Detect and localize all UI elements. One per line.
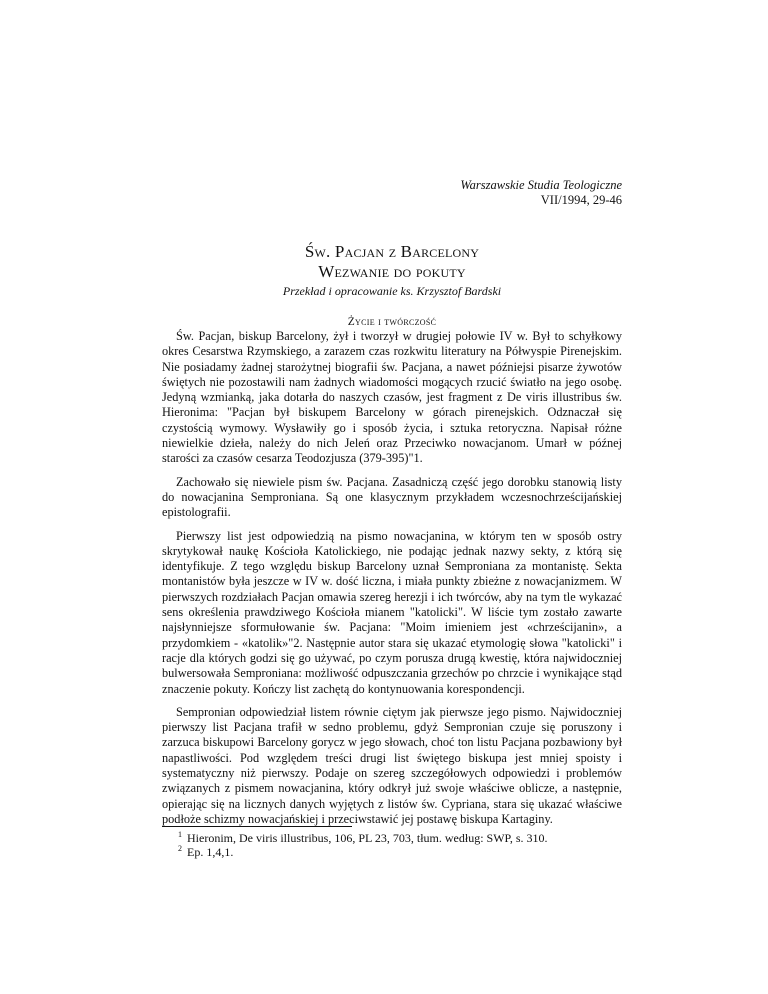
footnote-divider [162, 826, 352, 827]
footnote-text: Hieronim, De viris illustribus, 106, PL 23, 703, tłum. według: SWP, s. 310. [187, 831, 548, 845]
paragraph: Zachowało się niewiele pism św. Pacjana. Zasadniczą część jego dorobku stanowią listy do nowacjanina Semproniana. Są one klasycznym przykładem wczesnochrześcijańskiej epistolografii. [162, 474, 622, 520]
article-subtitle: Przekład i opracowanie ks. Krzysztof Bardski [282, 284, 502, 298]
section-heading: Życie i twórczość [347, 316, 437, 328]
journal-issue: VII/1994, 29-46 [540, 193, 622, 207]
article-title-line1: Św. Pacjan z Barcelony [304, 242, 480, 261]
footnote-number: 1 [178, 830, 182, 839]
footnotes [162, 832, 622, 859]
journal-name: Warszawskie Studia Teologiczne [460, 178, 622, 192]
article-body [162, 329, 622, 835]
footnote-item [162, 843, 622, 860]
paragraph: Św. Pacjan, biskup Barcelony, żył i tworzył w drugiej połowie IV w. Był to schyłkowy okres Cesarstwa Rzymskiego, a zarazem czas rozkwitu literatury na Półwyspie Pirenejskim. Nie posiadamy żadnej starożytnej biografii św. Pacjana, a nawet późniejsi pisarze żywotów świętych nie pozostawili nam żadnych wiadomości mogących rzucić światło na jego osobę. Jedyną wzmianką, jaka dotarła do naszych czasów, jest fragment z De viris illustribus św. Hieronima: "Pacjan był biskupem Barcelony w górach pirenejskich. Odznaczał się czystością wymowy. Wysławiły go i sposób życia, i sztuka retoryczna. Napisał różne niewielkie dzieła, należy do nich Jeleń oraz Przeciwko nowacjanom. Umarł w późnej starości za czasów cesarza Teodozjusza (379-395)"1. [162, 329, 622, 466]
journal-header [460, 178, 622, 208]
footnote-number: 2 [178, 843, 182, 853]
paragraph: Pierwszy list jest odpowiedzią na pismo nowacjanina, w którym ten w sposób ostry skrytykował naukę Kościoła Katolickiego, nie podając jednak nazwy sekty, z którą się identyfikuje. Z tego względu biskup Barcelony uznał Semproniana za montanistę. Sekta montanistów była jeszcze w IV w. dość liczna, i miała punkty zbieżne z nowacjanizmem. W pierwszych rozdziałach Pacjan omawia szereg herezji i ich twórców, aby na tym tle wykazać sens określenia prawdziwego Kościoła mianem "katolicki". W liście tym zostało zawarte najsłynniejsze sformułowanie św. Pacjana: "Moim imieniem jest «chrześcijanin», a przydomkiem - «katolik»"2. Następnie autor stara się ukazać etymologię słowa "katolicki" i racje dla których godzi się go używać, po czym porusza drugą kwestię, która najwidoczniej bulwersowała Semproniana: możliwość odpuszczania grzechów po chrzcie i wynikające stąd znaczenie pokuty. Kończy list zachętą do kontynuowania korespondencji. [162, 528, 622, 696]
footnote-item [162, 832, 622, 846]
footnote-text: Ep. 1,4,1. [187, 844, 234, 859]
article-title-block [162, 242, 622, 298]
paragraph: Sempronian odpowiedział listem równie ciętym jak pierwsze jego pismo. Najwidoczniej pierwszy list Pacjana trafił w sedno problemu, gdyż Sempronian czuje się poruszony i zarzuca biskupowi Barcelony gorycz w jego słowach, choć ton listu Pacjana pozbawiony był napastliwości. Pod względem treści drugi list świętego biskupa jest mniej spoisty i systematyczny niż pierwszy. Podaje on szereg szczegółowych odpowiedzi i problemów związanych z pismem nowacjanina, który odkrył już swoje właściwe oblicze, a następnie, opierając się na licznych danych wyjętych z listów św. Cypriana, stara się ukazać właściwe podłoże schizmy nowacjańskiej i przeciwstawić jej postawę biskupa Kartaginy. [162, 704, 622, 826]
article-title-line2: Wezwanie do pokuty [318, 262, 466, 281]
